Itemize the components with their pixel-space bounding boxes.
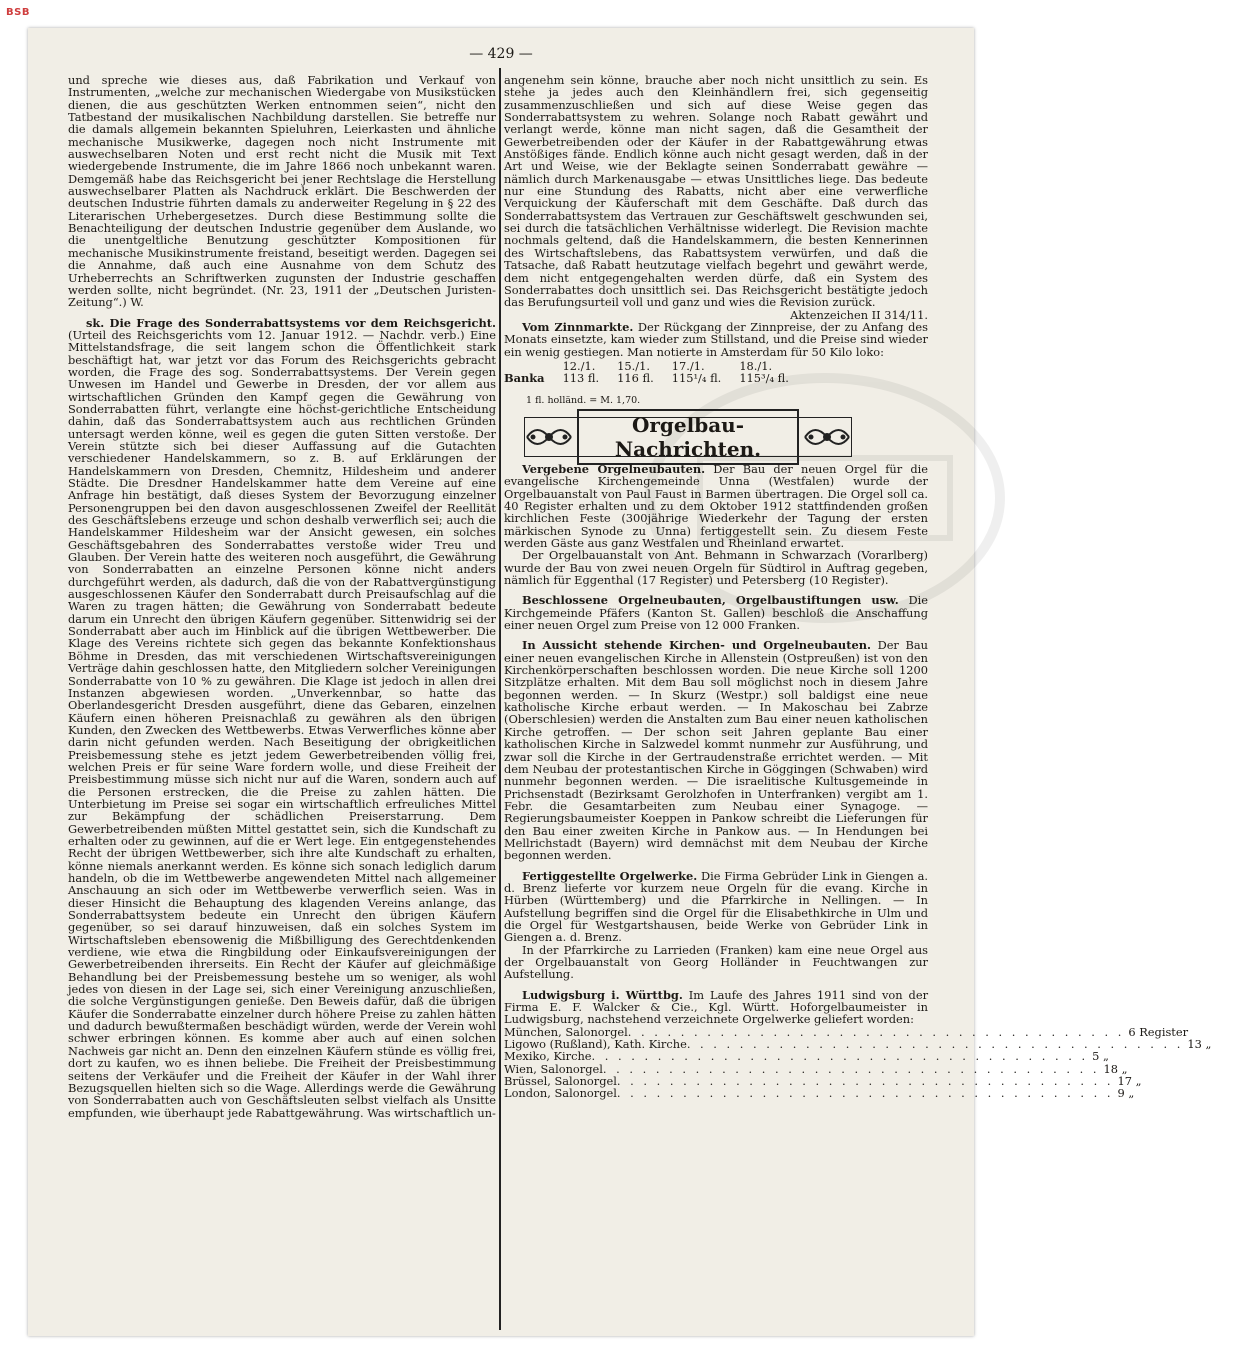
table-cell: Banka: [504, 371, 545, 386]
dot-leader: . . . . . . . . . . . . . . . . . . . . . . . . . . . . . . . . . . . . . .: [616, 1074, 1114, 1089]
article-beschlossene: [504, 594, 928, 631]
right-column: [504, 73, 1212, 1332]
dot-leader: . . . . . . . . . . . . . . . . . . . . . . . . . . . . . . . . . . . . . .: [686, 1037, 1184, 1052]
ornament-left-icon: [525, 419, 573, 455]
article-body: Der Rückgang der Zinnpreise, der zu Anfang des Monats einsetzte, kam wieder zum Stillstand, und die Preise sind wieder ein wenig gestiegen. Man notierte in Amsterdam für 50 Kilo loko:: [504, 319, 928, 359]
organ-register-count: 6 Register: [1128, 1024, 1189, 1039]
organ-location: Wien, Salonorgel: [504, 1061, 603, 1076]
article-continuation: und spreche wie dieses aus, daß Fabrikation und Verkauf von Instrumenten, „welche zur mechanischen Wiedergabe von Musikstücken dienen, die aus geschützten Werken entnommen seien“, nicht den Tatbestand der musikalischen Nachbildung darstellen. Sie betreffe nur die damals allgemein bekannten Spieluhren, Leierkasten und ähnliche mechanische Musikwerke, dagegen noch nicht Instrumente mit auswechselbaren Noten und erst recht nicht die Musik mit Text wiedergebende Instrumente, die im Jahre 1866 noch unbekannt waren. Demgemäß habe das Reichsgericht bei jener Rechtslage die Herstellung auswechselbarer Platten als Nachdruck erklärt. Die Beschwerden der deutschen Industrie führten damals zu anderweiter Regelung in § 22 des Literarischen Urhebergesetzes. Durch diese Bestimmung sollte die Benachteiligung der deutschen Industrie gegenüber dem Auslande, wo die unentgeltliche Benutzung geschützter Kompositionen für mechanische Musikinstrumente freistand, beseitigt werden. Dagegen sei die Annahme, daß auch eine Ausnahme von dem Schutz des Urheberrechts an Schriftwerken zugunsten der Industrie geschaffen werden sollte, nicht begründet. (Nr. 23, 1911 der „Deutschen Juristen-Zeitung“.) W.: [68, 73, 496, 310]
organ-location: Brüssel, Salonorgel: [504, 1074, 617, 1089]
article-continuation-right: angenehm sein könne, brauche aber noch nicht unsittlich zu sein. Es stehe ja jedes auch den Kleinhändlern frei, sich gegenseitig zusammenzuschließen und sich auf diese Weise gegen das Sonderrabattsystem zu wehren. Solange noch Rabatt gewährt und verlangt werde, könne man nicht sagen, daß die Gesamtheit der Gewerbetreibenden oder der Käufer in der Rabattgewährung etwas Anstößiges fände. Endlich könne auch nicht gesagt werden, daß in der Art und Weise, wie der Beklagte seinen Sonderrabatt gewähre — nämlich durch Markenausgabe — etwas Unsittliches liege. Das bedeute nur eine Stundung des Rabatts, nicht aber eine verwerfliche Verquickung der Käuferschaft mit dem Geschäfte. Daß durch das Sonderrabattsystem das Vertrauen zur Geschäftswelt geschwunden sei, sei durch die tatsächlichen Verhältnisse widerlegt. Die Revision machte nochmals geltend, daß die Handelskammern, die besten Kennerinnen des Wirtschaftslebens, das Rabattsystem verwürfen, und daß die Tatsache, daß Rabatt heutzutage vielfach begehrt und gewährt werde, dem nicht entgegengehalten werden dürfe, daß ein System des Sonderrabattes doch unsittlich sei. Das Reichsgericht bestätigte jedoch das Berufungsurteil voll und ganz und wies die Revision zurück.: [504, 73, 928, 310]
article-fertiggestellte: [504, 870, 928, 944]
article-behmann: Der Orgelbauanstalt von Ant. Behmann in Schwarzach (Vorarlberg) wurde der Bau von zwei neuen Orgeln für Südtirol in Auftrag gegeben, nämlich für Eggenthal (17 Register) und Petersberg (10 Register).: [504, 548, 928, 588]
article-heading: Ludwigsburg i. Württbg.: [522, 987, 683, 1002]
section-banner: [524, 412, 852, 461]
article-body: Im Laufe des Jahres 1911 sind von der Firma E. F. Walcker & Cie., Kgl. Württ. Hoforgelbaumeister in Ludwigsburg, nachstehend verzeichnete Orgelwerke geliefert worden:: [504, 987, 929, 1027]
article-heading: Vom Zinnmarkte.: [522, 319, 634, 334]
ornament-right-icon: [803, 419, 851, 455]
organ-location: London, Salonorgel: [504, 1086, 617, 1101]
dot-leader: . . . . . . . . . . . . . . . . . . . . . . . . . . . . . . . . . . . . . .: [627, 1024, 1125, 1039]
dot-leader: . . . . . . . . . . . . . . . . . . . . . . . . . . . . . . . . . . . . . .: [591, 1049, 1089, 1064]
table-cell: 17./1.: [671, 358, 705, 373]
table-cell: 18./1.: [739, 358, 773, 373]
library-mark: BSB: [6, 7, 30, 18]
dot-leader: . . . . . . . . . . . . . . . . . . . . . . . . . . . . . . . . . . . . . .: [602, 1061, 1100, 1076]
organ-register-count: 5 „: [1092, 1049, 1109, 1064]
currency-note: 1 fl. holländ. = M. 1,70.: [526, 394, 641, 406]
article-body: Der Bau einer neuen evangelischen Kirche in Allenstein (Ostpreußen) ist von den Kirchenkörperschaften beschlossen worden. Die neue Kirche soll 1200 Sitzplätze erhalten. Mit dem Bau soll möglichst noch in diesem Jahre begonnen werden. — In Skurz (Westpr.) soll baldigst eine neue katholische Kirche erbaut werden. — In Makoschau bei Zabrze (Oberschlesien) werden die Anstalten zum Bau einer neuen katholischen Kirche getroffen. — Der schon seit Jahren geplante Bau einer katholischen Kirche in Salzwedel kommt nunmehr zur Ausführung, und zwar soll die Kirche in der Gertraudenstraße errichtet werden. — Mit dem Neubau der protestantischen Kirche in Göggingen (Schwaben) wird nunmehr begonnen werden. — Die israelitische Kultusgemeinde in Prichsenstadt (Bezirksamt Gerolzhofen in Unterfranken) vergibt am 1. Febr. die Gesamtarbeiten zum Neubau einer Synagoge. — Regierungsbaumeister Koeppen in Pankow schreibt die Lieferungen für den Bau einer zweiten Kirche in Pankow aus. — In Hendungen bei Mellrichstadt (Bayern) wird demnächst mit dem Neubau der Kirche begonnen werden.: [504, 638, 928, 863]
table-cell: 113 fl.: [562, 371, 600, 386]
organ-register-count: 13 „: [1187, 1037, 1212, 1052]
article-body: (Urteil des Reichsgerichts vom 12. Januar 1912. — Nachdr. verb.) Eine Mittelstandsfrage, die seit langem schon die Öffentlichkeit stark beschäftigt hat, war jetzt vor das Forum des Reichsgerichts gebracht worden, die Frage des sog. Sonderrabattsystems. Der Verein gegen Unwesen im Handel und Gewerbe in Dresden, der vor allem aus wirtschaftlichen Gründen den Kampf gegen die Gewährung von Sonderrabatten führt, verlangte eine höchst-gerichtliche Entscheidung dahin, daß das Sonderrabattsystem auch aus rechtlichen Gründen untersagt werden könne, weil es gegen die guten Sitten verstoße. Der Verein stützte sich bei dieser Auffassung auf die Gutachten verschiedener Handelskammern, so z. B. auf Erklärungen der Handelskammern von Dresden, Chemnitz, Hildesheim und anderer Städte. Die Dresdner Handelskammer hatte dem Vereine auf eine Anfrage hin bestätigt, daß dieses System der Bevorzugung einzelner Personengruppen bei den davon ausgeschlossenen Zweifel der Reellität des Geschäftslebens erzeuge und schon deshalb verwerflich sei; auch die Handelskammer Hildesheim war der Ansicht gewesen, ein solches Geschäftsgebahren des Sonderrabattes verstoße wider Treu und Glauben. Der Verein hatte des weiteren noch ausgeführt, die Gewährung von Sonderrabatten an einzelne Personen könne nicht anders durchgeführt werden, als dadurch, daß die von der Rabattvergünstigung ausgeschlossenen Käufer den Sonderrabatt durch Preisaufschlag auf die Waren zu tragen hätten; die Gewährung von Sonderrabatt bedeute darum ein Unrecht den übrigen Käufern gegenüber. Sittenwidrig sei der Sonderrabatt aber auch im Hinblick auf die übrigen Wettbewerber. Die Klage des Vereins richtete sich gegen das bekannte Konfektionshaus Böhme in Dresden, das mit verschiedenen Wirtschaftsvereinigungen Verträge dahin geschlossen hatte, den Mitgliedern solcher Vereinigungen Sonderrabatte von 10 % zu gewähren. Die Klage ist jedoch in allen drei Instanzen abgewiesen worden. „Unverkennbar, so hatte das Oberlandesgericht Dresden ausgeführt, diene das Gebaren, einzelnen Käufern einen höheren Preisnachlaß zu gewähren als den übrigen Kunden, den Zwecken des Wettbewerbs. Etwas Verwerfliches könne aber darin nicht gefunden werden. Nach Beseitigung der obrigkeitlichen Preisbemessung stehe es jetzt jedem Gewerbetreibenden völlig frei, welchen Preis er für seine Ware fordern wolle, und diese Freiheit der Preisbestimmung müsse sich nicht nur auf die Waren, sondern auch auf die Personen erstrecken, die die Preise zu zahlen hätten. Die Unterbietung im Preise sei sogar ein wirtschaftlich erfreuliches Mittel zur Bekämpfung der schädlichen Preiserstarrung. Dem Gewerbetreibenden müßten Mittel gestattet sein, sich die Kundschaft zu erhalten oder zu gewinnen, auf die er Wert lege. Ein entgegenstehendes Recht der übrigen Wettbewerber, sich ihre alte Kundschaft zu erhalten, könne niemals anerkannt werden. Es könne sich sonach lediglich darum handeln, ob die im Wettbewerbe angewendeten Mittel nach allgemeiner Anschauung an sich oder im Wettbewerbe verwerflich seien. Was in dieser Hinsicht die Behauptung des klagenden Vereins anlange, das Sonderrabattsystem bedeute ein Unrecht den übrigen Käufern gegenüber, so sei darauf hinzuweisen, daß ein solches System im Wirtschaftsleben ebensowenig die Mißbilligung des Gerechtdenkenden verdiene, wie etwa die Ringbildung oder Einkaufsvereinigungen der Gewerbetreibenden ihrerseits. Ein Recht der Käufer auf gleichmäßige Behandlung bei der Preisbemessung bestehe um so weniger, als wohl jedes von diesen in der Lage sei, sich einer Vereinigung anzuschließen, die solche Vergünstigungen genieße. Den Beweis dafür, daß die übrigen Käufer die Sonderrabatte einzelner durch höhere Preise zu zahlen hätten und dadurch bewußtermaßen beschädigt würden, werde der Verein wohl schwer erbringen können. Es komme aber auch auf einen solchen Nachweis gar nicht an. Denn den einzelnen Käufern stünde es völlig frei, dort zu kaufen, wo es ihnen beliebe. Die Freiheit der Preisbestimmung seitens der Verkäufer und die Freiheit der Käufer in der Wahl ihrer Bezugsquellen hielten sich so die Wage. Allerdings werde die Gewährung von Sonderrabatten auch von Geschäftsleuten selbst vielfach als Unsitte empfunden, wie überhaupt jede Rabattgewährung. Was wirtschaftlich un-: [68, 327, 496, 1120]
list-item: [504, 1086, 1135, 1101]
table-cell: 115³/₄ fl.: [739, 371, 789, 386]
price-table: [504, 360, 807, 385]
article-body: Die Kirchgemeinde Pfäfers (Kanton St. Gallen) beschloß die Anschaffung einer neuen Orgel zum Preise von 12 000 Franken.: [504, 593, 928, 633]
section-title: Orgelbau-Nachrichten.: [577, 409, 799, 465]
page-number: — 429 —: [469, 46, 533, 62]
newspaper-page: [28, 28, 1212, 1336]
article-heading: In Aussicht stehende Kirchen- und Orgelneubauten.: [522, 638, 871, 653]
table-cell: 115¹/₄ fl.: [671, 371, 722, 386]
table-cell: 12./1.: [562, 358, 596, 373]
article-larrieden: In der Pfarrkirche zu Larrieden (Franken) kam eine neue Orgel aus der Orgelbauanstalt von Georg Holländer in Feuchtwangen zur Aufstellung.: [504, 942, 928, 982]
organ-location: Ligowo (Rußland), Kath. Kirche: [504, 1037, 687, 1052]
article-heading: sk. Die Frage des Sonderrabattsystems vor dem Reichsgericht.: [86, 315, 496, 330]
table-cell: 15./1.: [617, 358, 650, 373]
article-body: Die Firma Gebrüder Link in Giengen a. d. Brenz lieferte vor kurzem neue Orgeln für die evang. Kirche in Hürben (Württemberg) und die Pfarrkirche in Nellingen. — In Aufstellung begriffen sind die Orgel für die Elisabethkirche in Ulm und die Orgel für Westgartshausen, beide Werke von Gebrüder Link in Giengen a. d. Brenz.: [504, 868, 928, 945]
table-cell: 116 fl.: [617, 371, 654, 386]
article-zinnmarkt: [504, 321, 928, 358]
organ-list: [504, 1024, 1212, 1101]
article-vergebene: [504, 463, 928, 549]
article-aussicht: [504, 639, 928, 861]
case-reference: Aktenzeichen II 314/11.: [790, 307, 928, 322]
organ-register-count: 18 „: [1103, 1061, 1128, 1076]
column-divider: [499, 68, 501, 1330]
article-ludwigsburg: [504, 989, 928, 1026]
article-heading: Vergebene Orgelneubauten.: [522, 461, 706, 476]
organ-register-count: 9 „: [1117, 1086, 1135, 1101]
organ-location: München, Salonorgel: [504, 1024, 628, 1039]
article-heading: Beschlossene Orgelneubauten, Orgelbaustiftungen usw.: [522, 593, 899, 608]
left-column: [68, 74, 496, 1332]
article-heading: Fertiggestellte Orgelwerke.: [522, 868, 698, 883]
table-row: [504, 372, 807, 384]
list-item: [504, 1049, 1109, 1064]
article-body: Der Bau der neuen Orgel für die evangelische Kirchengemeinde Unna (Westfalen) wurde der Orgelbauanstalt von Paul Faust in Barmen übertragen. Die Orgel soll ca. 40 Register erhalten und zu dem Oktober 1912 stattfindenden großen kirchlichen Feste (300jährige Wiederkehr der Tagung der ersten märkischen Synode zu Unna) fertiggestellt sein. Zu diesem Feste werden Gäste aus ganz Westfalen und Rheinland erwartet.: [504, 461, 929, 550]
dot-leader: . . . . . . . . . . . . . . . . . . . . . . . . . . . . . . . . . . . . . .: [616, 1086, 1114, 1101]
organ-register-count: 17 „: [1117, 1074, 1142, 1089]
article-sonderrabatt: [68, 317, 496, 1119]
organ-location: Mexiko, Kirche: [504, 1049, 592, 1064]
